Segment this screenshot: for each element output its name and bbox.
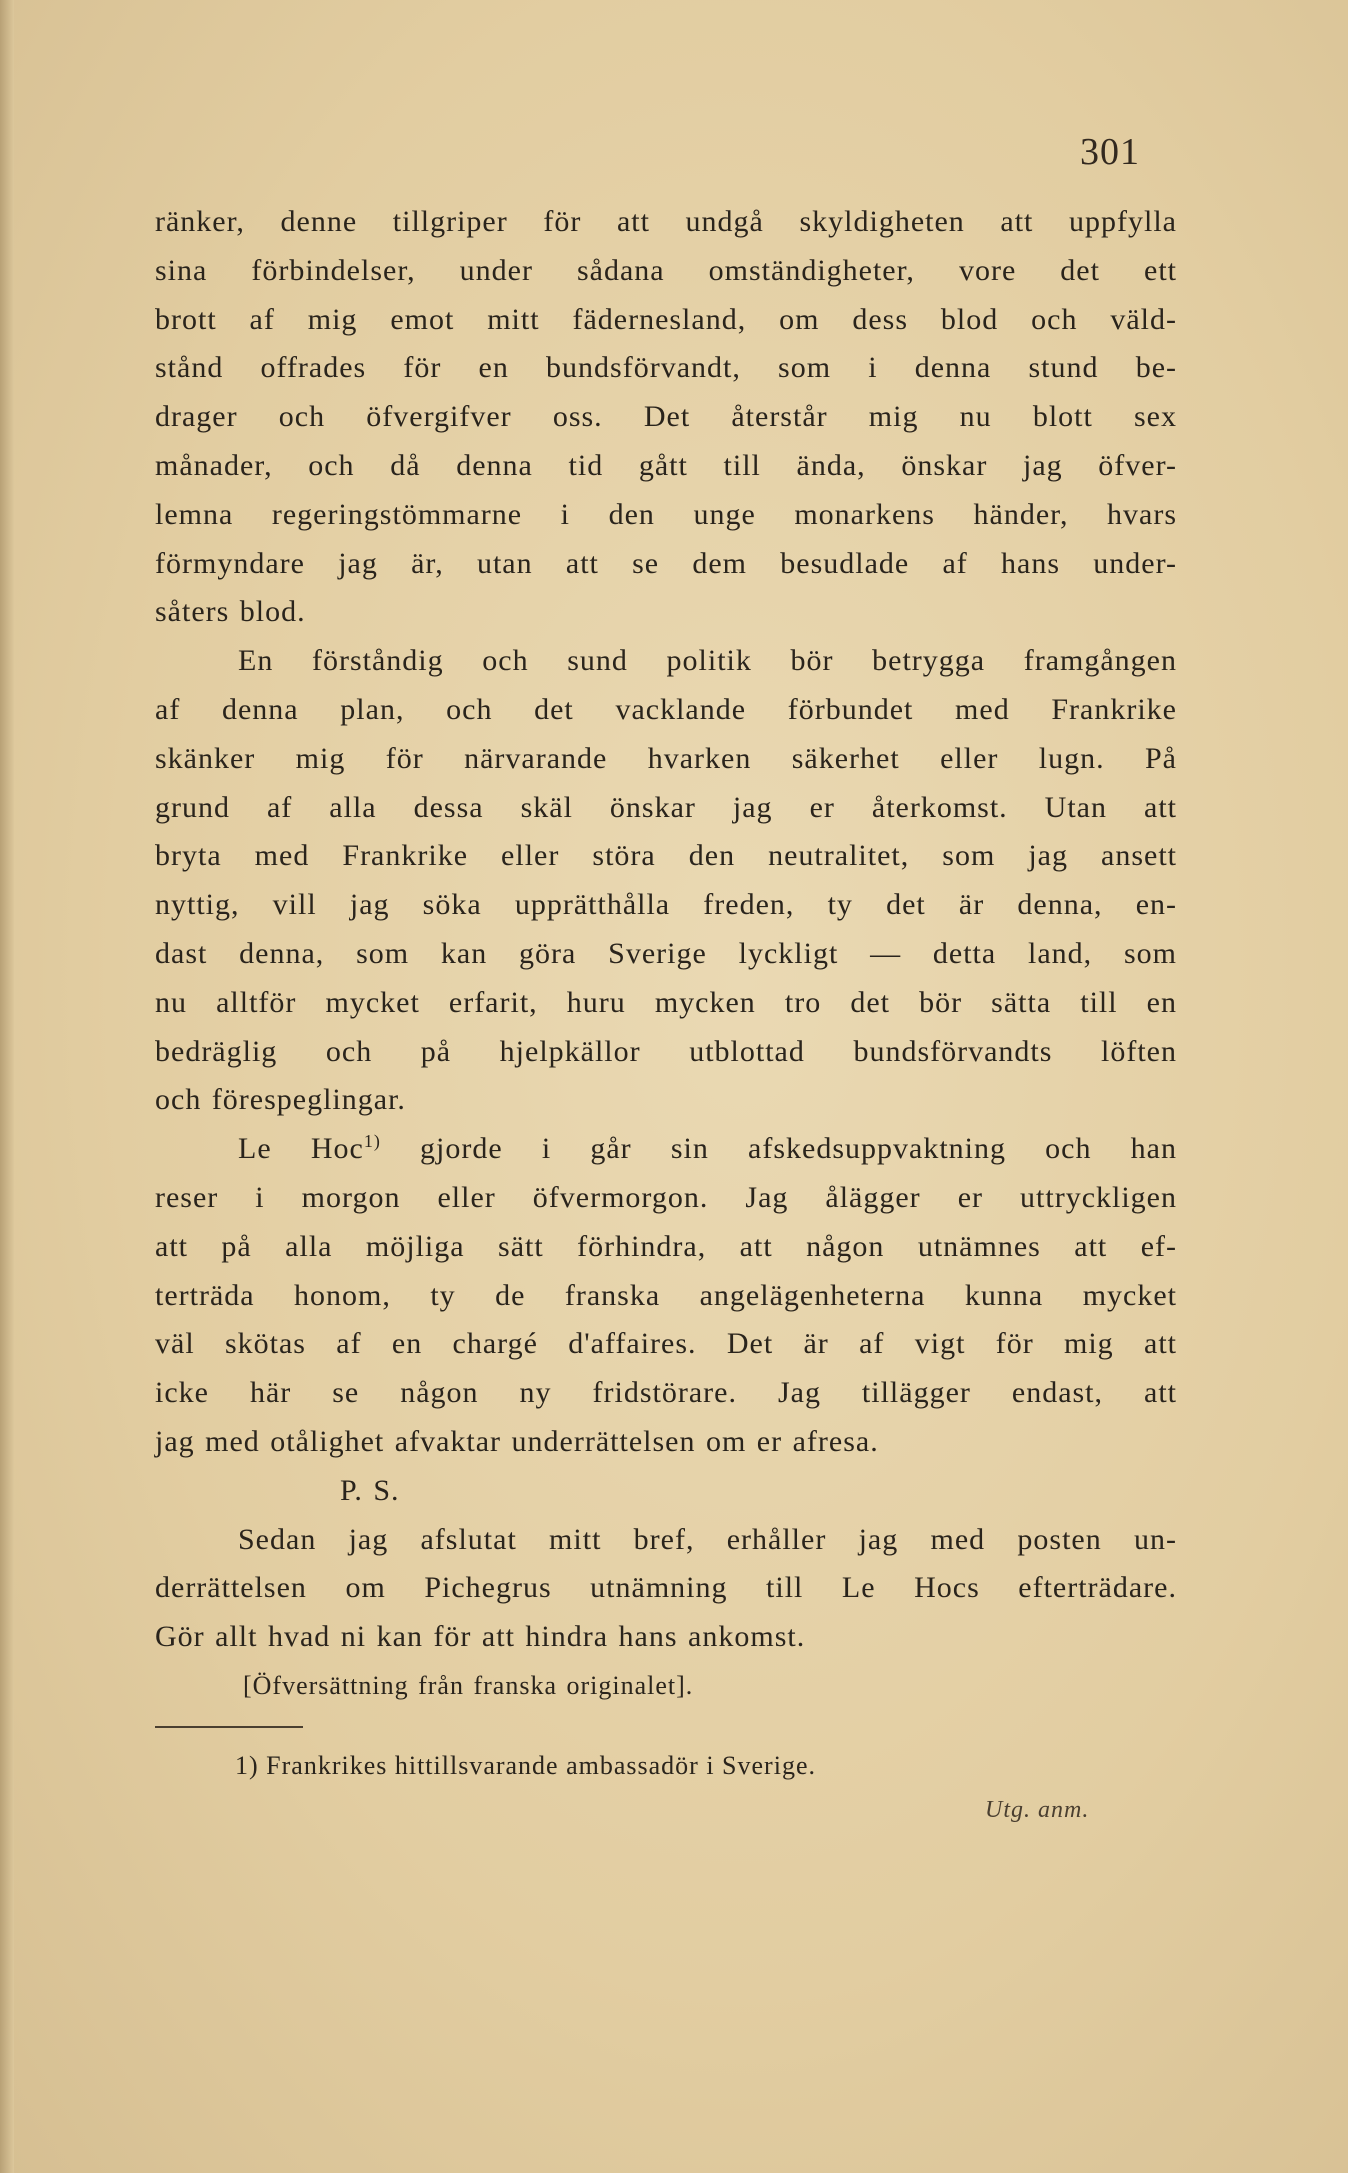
text-line: brott af mig emot mitt fädernesland, om dess blod och väld- bbox=[155, 302, 1177, 336]
text-line: jag med otålighet afvaktar underrättelsen om er afresa. bbox=[155, 1424, 879, 1458]
footnote: 1) Frankrikes hittillsvarande ambassadör i Sverige. bbox=[235, 1751, 816, 1780]
page-edge-shadow bbox=[0, 0, 14, 2173]
text-line: terträda honom, ty de franska angelägenheterna kunna mycket bbox=[155, 1278, 1177, 1312]
text-line: månader, och då denna tid gått till ända, önskar jag öfver- bbox=[155, 448, 1177, 482]
text-line: sina förbindelser, under sådana omständigheter, vore det ett bbox=[155, 253, 1177, 287]
text-line: icke här se någon ny fridstörare. Jag tillägger endast, att bbox=[155, 1376, 1177, 1410]
text-line: af denna plan, och det vacklande förbundet med Frankrike bbox=[155, 692, 1177, 726]
body-text bbox=[155, 198, 1177, 1711]
lehoc-name: Le Hoc bbox=[238, 1132, 364, 1166]
text-line: väl skötas af en chargé d'affaires. Det är af vigt för mig att bbox=[155, 1327, 1177, 1361]
text-line: såters blod. bbox=[155, 595, 306, 629]
text-line: och förespeglingar. bbox=[155, 1083, 406, 1117]
text-line: drager och öfvergifver oss. Det återstår mig nu blott sex bbox=[155, 400, 1177, 434]
text-line: lemna regeringstömmarne i den unge monarkens händer, hvars bbox=[155, 497, 1177, 531]
lehoc-rest: gjorde i går sin afskedsuppvaktning och han bbox=[380, 1132, 1177, 1166]
text-line: derrättelsen om Pichegrus utnämning till Le Hocs efterträdare. bbox=[155, 1571, 1177, 1605]
page-number: 301 bbox=[1080, 131, 1140, 173]
footnote-signature: Utg. anm. bbox=[985, 1797, 1090, 1823]
paragraph-start-line: En förståndig och sund politik bör betrygga framgången bbox=[238, 644, 1177, 678]
paragraph-start-line bbox=[155, 1125, 1177, 1174]
text-line: förmyndare jag är, utan att se dem besudlade af hans under- bbox=[155, 546, 1177, 580]
text-line: nyttig, vill jag söka upprätthålla freden, ty det är denna, en- bbox=[155, 888, 1177, 922]
text-line: reser i morgon eller öfvermorgon. Jag ålägger er uttryckligen bbox=[155, 1180, 1177, 1214]
text-line: bedräglig och på hjelpkällor utblottad bundsförvandts löften bbox=[155, 1034, 1177, 1068]
text-line: stånd offrades för en bundsförvandt, som i denna stund be- bbox=[155, 351, 1177, 385]
text-line: dast denna, som kan göra Sverige lyckligt — detta land, som bbox=[155, 936, 1177, 970]
text-line: Gör allt hvad ni kan för att hindra hans ankomst. bbox=[155, 1620, 806, 1654]
footnote-divider bbox=[155, 1726, 303, 1728]
footnote-marker: 1) bbox=[363, 1131, 381, 1152]
text-line: skänker mig för närvarande hvarken säkerhet eller lugn. På bbox=[155, 741, 1177, 775]
text-line: att på alla möjliga sätt förhindra, att någon utnämnes att ef- bbox=[155, 1229, 1177, 1263]
text-line: nu alltför mycket erfarit, huru mycken tro det bör sätta till en bbox=[155, 985, 1177, 1019]
text-line: ränker, denne tillgriper för att undgå skyldigheten att uppfylla bbox=[155, 205, 1177, 238]
translation-note: [Öfversättning från franska originalet]. bbox=[243, 1670, 694, 1700]
ps-label: P. S. bbox=[340, 1473, 400, 1507]
text-line: bryta med Frankrike eller störa den neutralitet, som jag ansett bbox=[155, 839, 1177, 873]
paragraph-start-line: Sedan jag afslutat mitt bref, erhåller jag med posten un- bbox=[238, 1522, 1177, 1556]
text-line: grund af alla dessa skäl önskar jag er återkomst. Utan att bbox=[155, 790, 1177, 824]
